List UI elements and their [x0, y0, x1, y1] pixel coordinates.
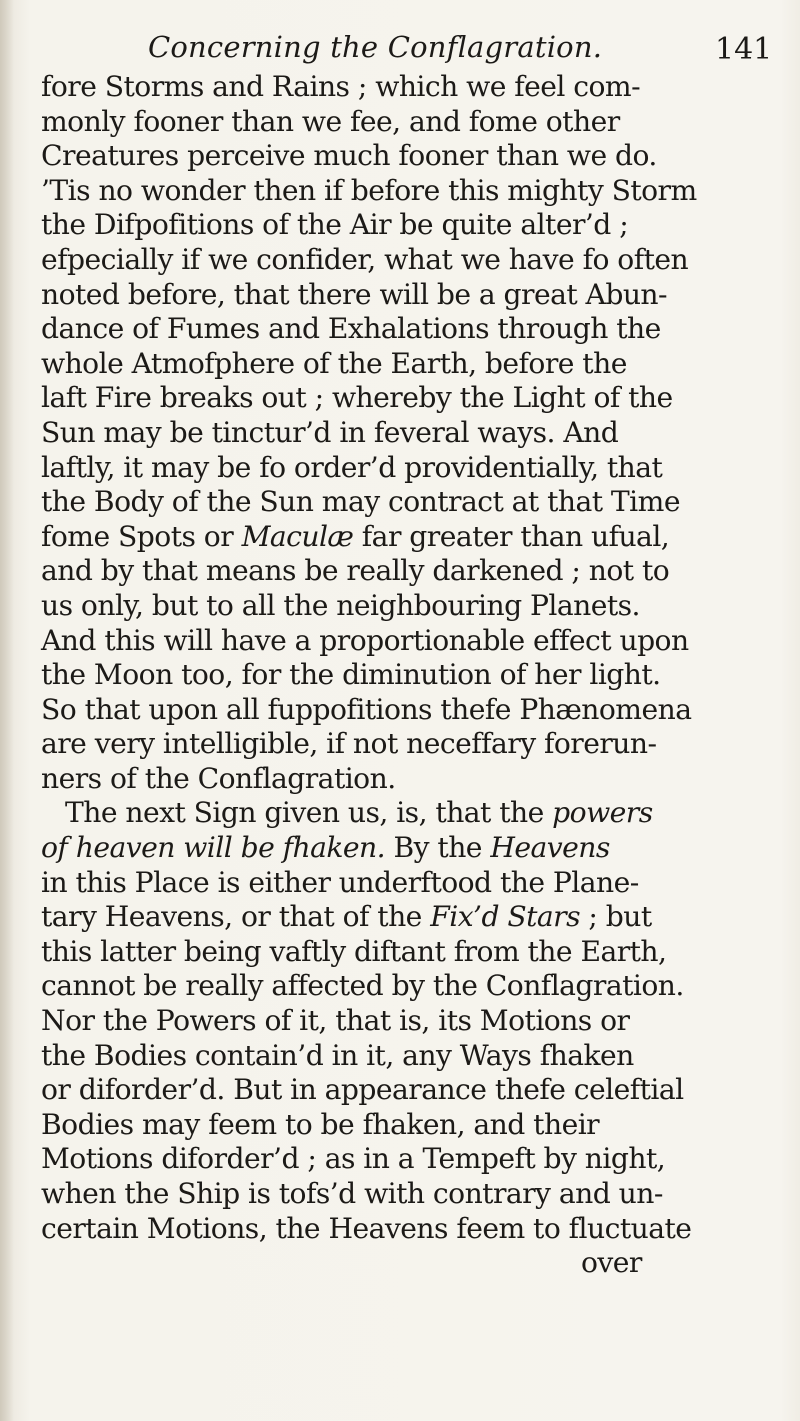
gutter-shadow — [0, 0, 14, 1421]
text-span: fome Spots or — [41, 519, 242, 553]
text-span: Creatures perceive much fooner than we do. — [41, 139, 657, 173]
catchword: over — [581, 1246, 642, 1280]
text-span: By the — [385, 831, 491, 865]
text-span: this latter being vaftly diftant from the Earth, — [41, 934, 667, 968]
text-line — [41, 485, 800, 520]
text-line — [41, 589, 800, 624]
italic-text-span: Fix’d Stars — [430, 900, 580, 934]
text-line — [41, 278, 800, 313]
text-line — [41, 762, 800, 797]
text-span: So that upon all fuppofitions thefe Phænomena — [41, 692, 692, 726]
text-span: noted before, that there will be a great Abun- — [41, 277, 667, 311]
text-line — [41, 693, 800, 728]
text-line — [41, 1142, 800, 1177]
text-line — [41, 866, 800, 901]
text-span: efpecially if we confider, what we have fo often — [41, 242, 689, 276]
text-line — [41, 312, 800, 347]
text-span: cannot be really affected by the Conflagration. — [41, 969, 684, 1003]
text-span: The next Sign given us, is, that the — [65, 796, 553, 830]
text-line — [41, 554, 800, 589]
text-span: certain Motions, the Heavens feem to fluctuate — [41, 1211, 692, 1245]
text-span: are very intelligible, if not neceffary forerun- — [41, 727, 657, 761]
text-line — [41, 900, 800, 935]
text-span: fore Storms and Rains ; which we feel com- — [41, 70, 641, 103]
text-span: when the Ship is tofs’d with contrary and un- — [41, 1177, 663, 1210]
text-line — [41, 105, 800, 140]
text-line — [41, 727, 800, 762]
text-line — [41, 1177, 800, 1212]
text-line — [41, 831, 800, 866]
text-line — [41, 796, 800, 831]
italic-text-span: Heavens — [490, 831, 610, 865]
text-span: laft Fire breaks out ; whereby the Light of the — [41, 381, 673, 415]
text-line — [41, 208, 800, 243]
text-line — [41, 935, 800, 970]
text-line — [41, 139, 800, 174]
italic-text-span: powers — [552, 796, 653, 830]
italic-text-span: of heaven will be fhaken. — [41, 831, 386, 865]
text-span: Nor the Powers of it, that is, its Motions or — [41, 1004, 630, 1038]
italic-text-span: Maculæ — [241, 519, 354, 553]
text-span: in this Place is either underftood the Plane- — [41, 865, 639, 899]
text-span: laftly, it may be fo order’d providentially, that — [41, 450, 663, 484]
text-line — [41, 451, 800, 486]
text-line — [41, 520, 800, 555]
text-span: Bodies may feem to be fhaken, and their — [41, 1107, 600, 1141]
text-span: dance of Fumes and Exhalations through the — [41, 312, 661, 346]
text-line — [41, 969, 800, 1004]
text-span: us only, but to all the neighbouring Planets. — [41, 588, 640, 622]
text-line — [41, 347, 800, 382]
text-span: ners of the Conflagration. — [41, 761, 396, 795]
text-span: ; but — [580, 900, 652, 934]
text-span: ’Tis no wonder then if before this mighty Storm — [41, 173, 697, 207]
text-span: the Bodies contain’d in it, any Ways fhaken — [41, 1038, 634, 1072]
text-line — [41, 658, 800, 693]
text-span: Motions diforder’d ; as in a Tempeft by night, — [41, 1142, 666, 1176]
text-span: and by that means be really darkened ; not to — [41, 554, 670, 588]
text-line — [41, 381, 800, 416]
text-span: monly fooner than we fee, and fome other — [41, 104, 620, 138]
text-line — [41, 70, 800, 105]
text-span: the Moon too, for the diminution of her light. — [41, 658, 661, 692]
body-text — [41, 70, 800, 1281]
text-line — [41, 416, 800, 451]
text-span: the Body of the Sun may contract at that Time — [41, 485, 680, 519]
text-line — [41, 174, 800, 209]
text-line — [41, 243, 800, 278]
text-line — [41, 1004, 800, 1039]
text-span: whole Atmofphere of the Earth, before the — [41, 346, 627, 380]
text-line — [41, 1108, 800, 1143]
running-head: Concerning the Conflagration. — [148, 30, 603, 64]
text-span: tary Heavens, or that of the — [41, 900, 431, 934]
text-line — [41, 1073, 800, 1108]
text-line — [41, 624, 800, 659]
text-line — [41, 1212, 800, 1247]
text-span: or diforder’d. But in appearance thefe celeftial — [41, 1073, 684, 1107]
text-span: Sun may be tinctur’d in feveral ways. And — [41, 415, 619, 449]
text-line — [41, 1039, 800, 1074]
text-span: far greater than ufual, — [353, 519, 670, 553]
text-span: the Difpofitions of the Air be quite alter’d ; — [41, 208, 629, 242]
page-number: 141 — [715, 32, 773, 67]
text-span: And this will have a proportionable effect upon — [41, 623, 689, 657]
